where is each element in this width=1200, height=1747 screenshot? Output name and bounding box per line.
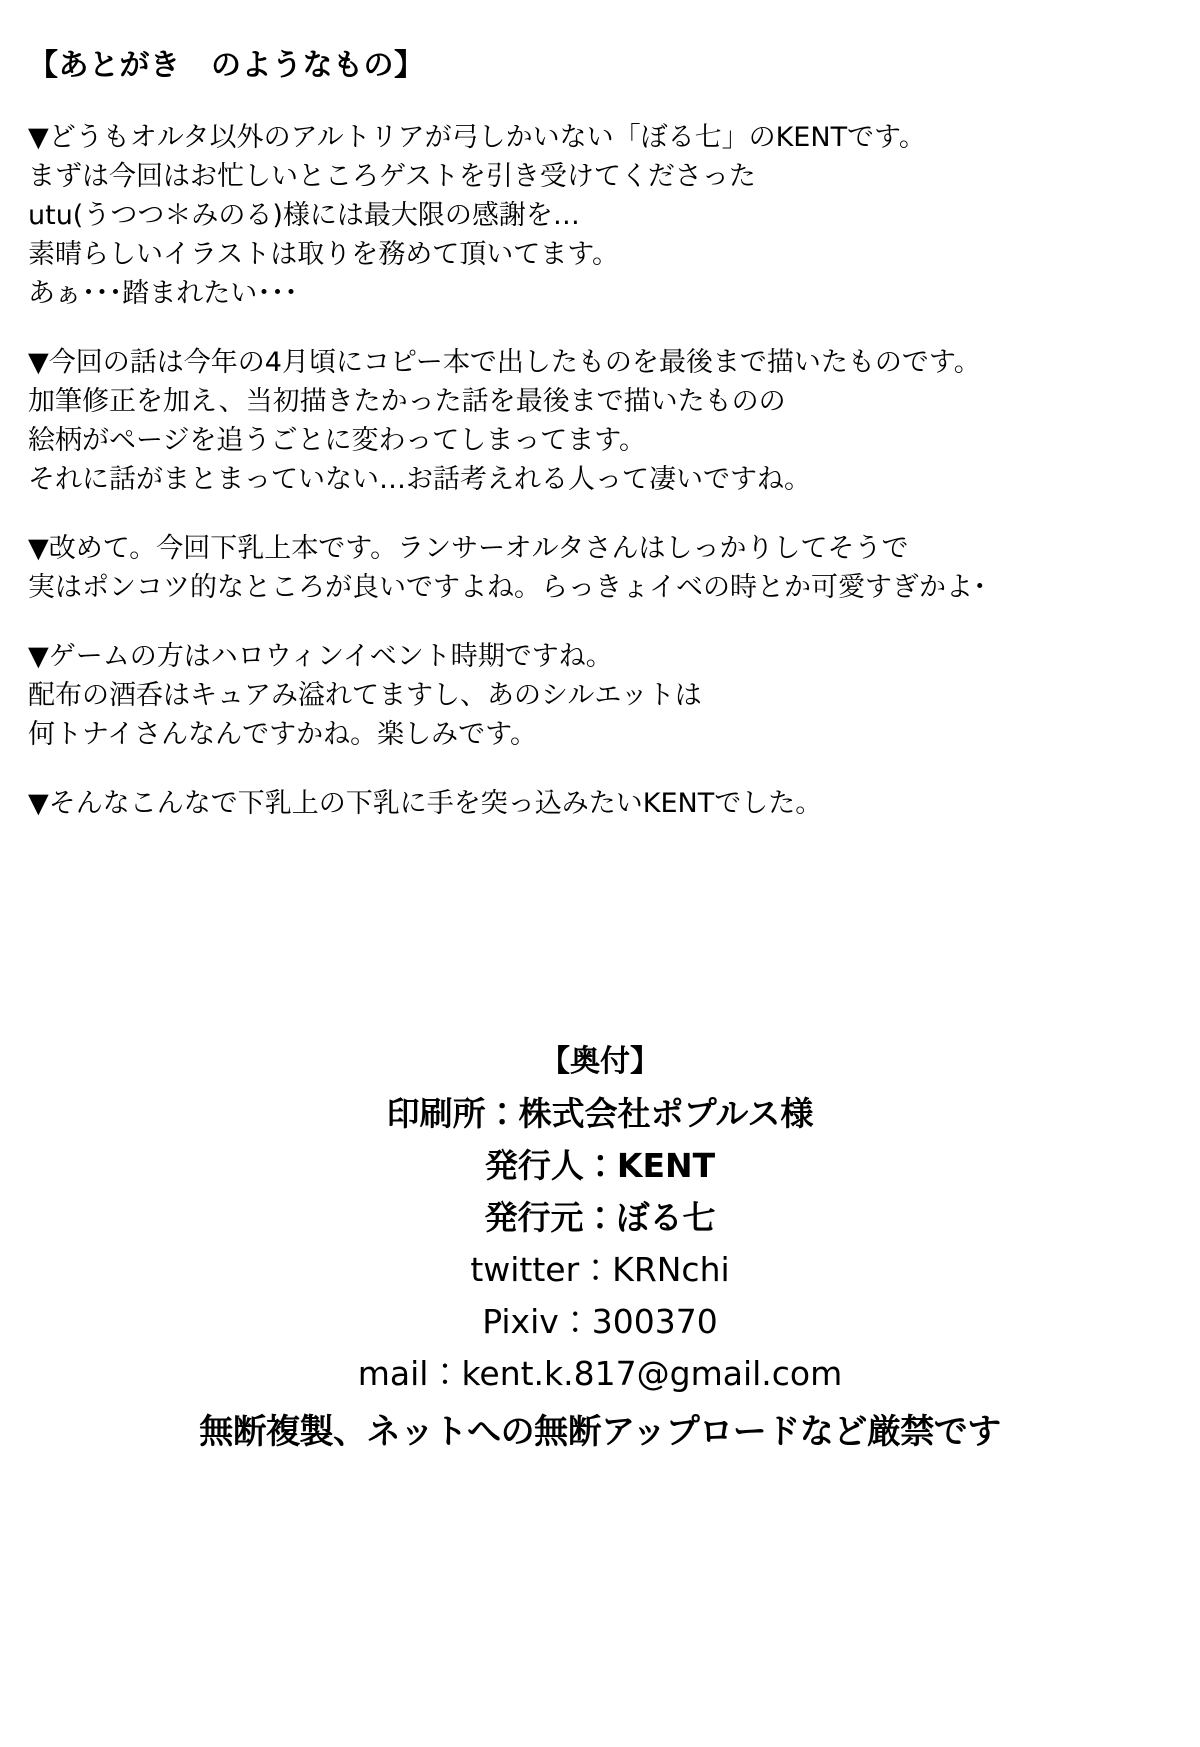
afterword-paragraph-2 [28, 343, 1148, 499]
afterword-line: ▼どうもオルタ以外のアルトリアが弓しかいない「ぼる七」のKENTです。 [28, 122, 926, 153]
colophon-twitter: twitter：KRNchi [470, 1250, 730, 1289]
afterword-paragraph-5 [28, 784, 1148, 823]
afterword-line: それに話がまとまっていない…お話考えれる人って凄いですね。 [28, 464, 811, 495]
afterword-line: あぁ･･･踏まれたい･･･ [28, 278, 298, 309]
afterword-line: ▼今回の話は今年の4月頃にコピー本で出したものを最後まで描いたものです。 [28, 347, 981, 378]
afterword-line: まずは今回はお忙しいところゲストを引き受けてくださった [28, 161, 756, 192]
afterword-line: 実はポンコツ的なところが良いですよね。らっきょイベの時とか可愛すぎかよ･ [28, 572, 987, 603]
colophon-heading: 【奥付】 [540, 1044, 660, 1079]
afterword-line: ▼改めて。今回下乳上本です。ランサーオルタさんはしっかりしてそうで [28, 533, 909, 564]
afterword-line: 加筆修正を加え、当初描きたかった話を最後まで描いたものの [28, 386, 786, 417]
afterword-heading: 【あとがき のようなもの】 [28, 48, 425, 83]
afterword-line: ▼そんなこんなで下乳上の下乳に手を突っ込みたいKENTでした。 [28, 788, 823, 819]
colophon-printer: 印刷所：株式会社ポプルス様 [386, 1094, 814, 1133]
afterword-line: utu(うつつ＊みのる)様には最大限の感謝を… [28, 200, 580, 231]
colophon-mail: mail：kent.k.817@gmail.com [357, 1354, 843, 1393]
afterword-line: 素晴らしいイラストは取りを務めて頂いてます。 [28, 239, 620, 270]
afterword-line: ▼ゲームの方はハロウィンイベント時期ですね。 [28, 641, 613, 672]
afterword-line: 配布の酒呑はキュアみ溢れてますし、あのシルエットは [28, 680, 702, 711]
colophon-copyright-notice: 無断複製、ネットへの無断アップロードなど厳禁です [199, 1412, 1001, 1452]
afterword-paragraph-3 [28, 529, 1148, 607]
afterword-line: 何トナイさんなんですかね。楽しみです。 [28, 719, 537, 750]
afterword-paragraph-1 [28, 118, 1148, 313]
afterword-line: 絵柄がページを追うごとに変わってしまってます。 [28, 425, 647, 456]
colophon-circle: 発行元：ぼる七 [484, 1198, 716, 1237]
colophon-section [0, 1040, 1200, 1458]
colophon-publisher-person: 発行人：KENT [484, 1146, 716, 1185]
colophon-pixiv: Pixiv：300370 [482, 1302, 718, 1341]
afterword-section [28, 48, 1148, 823]
afterword-paragraph-4 [28, 637, 1148, 754]
